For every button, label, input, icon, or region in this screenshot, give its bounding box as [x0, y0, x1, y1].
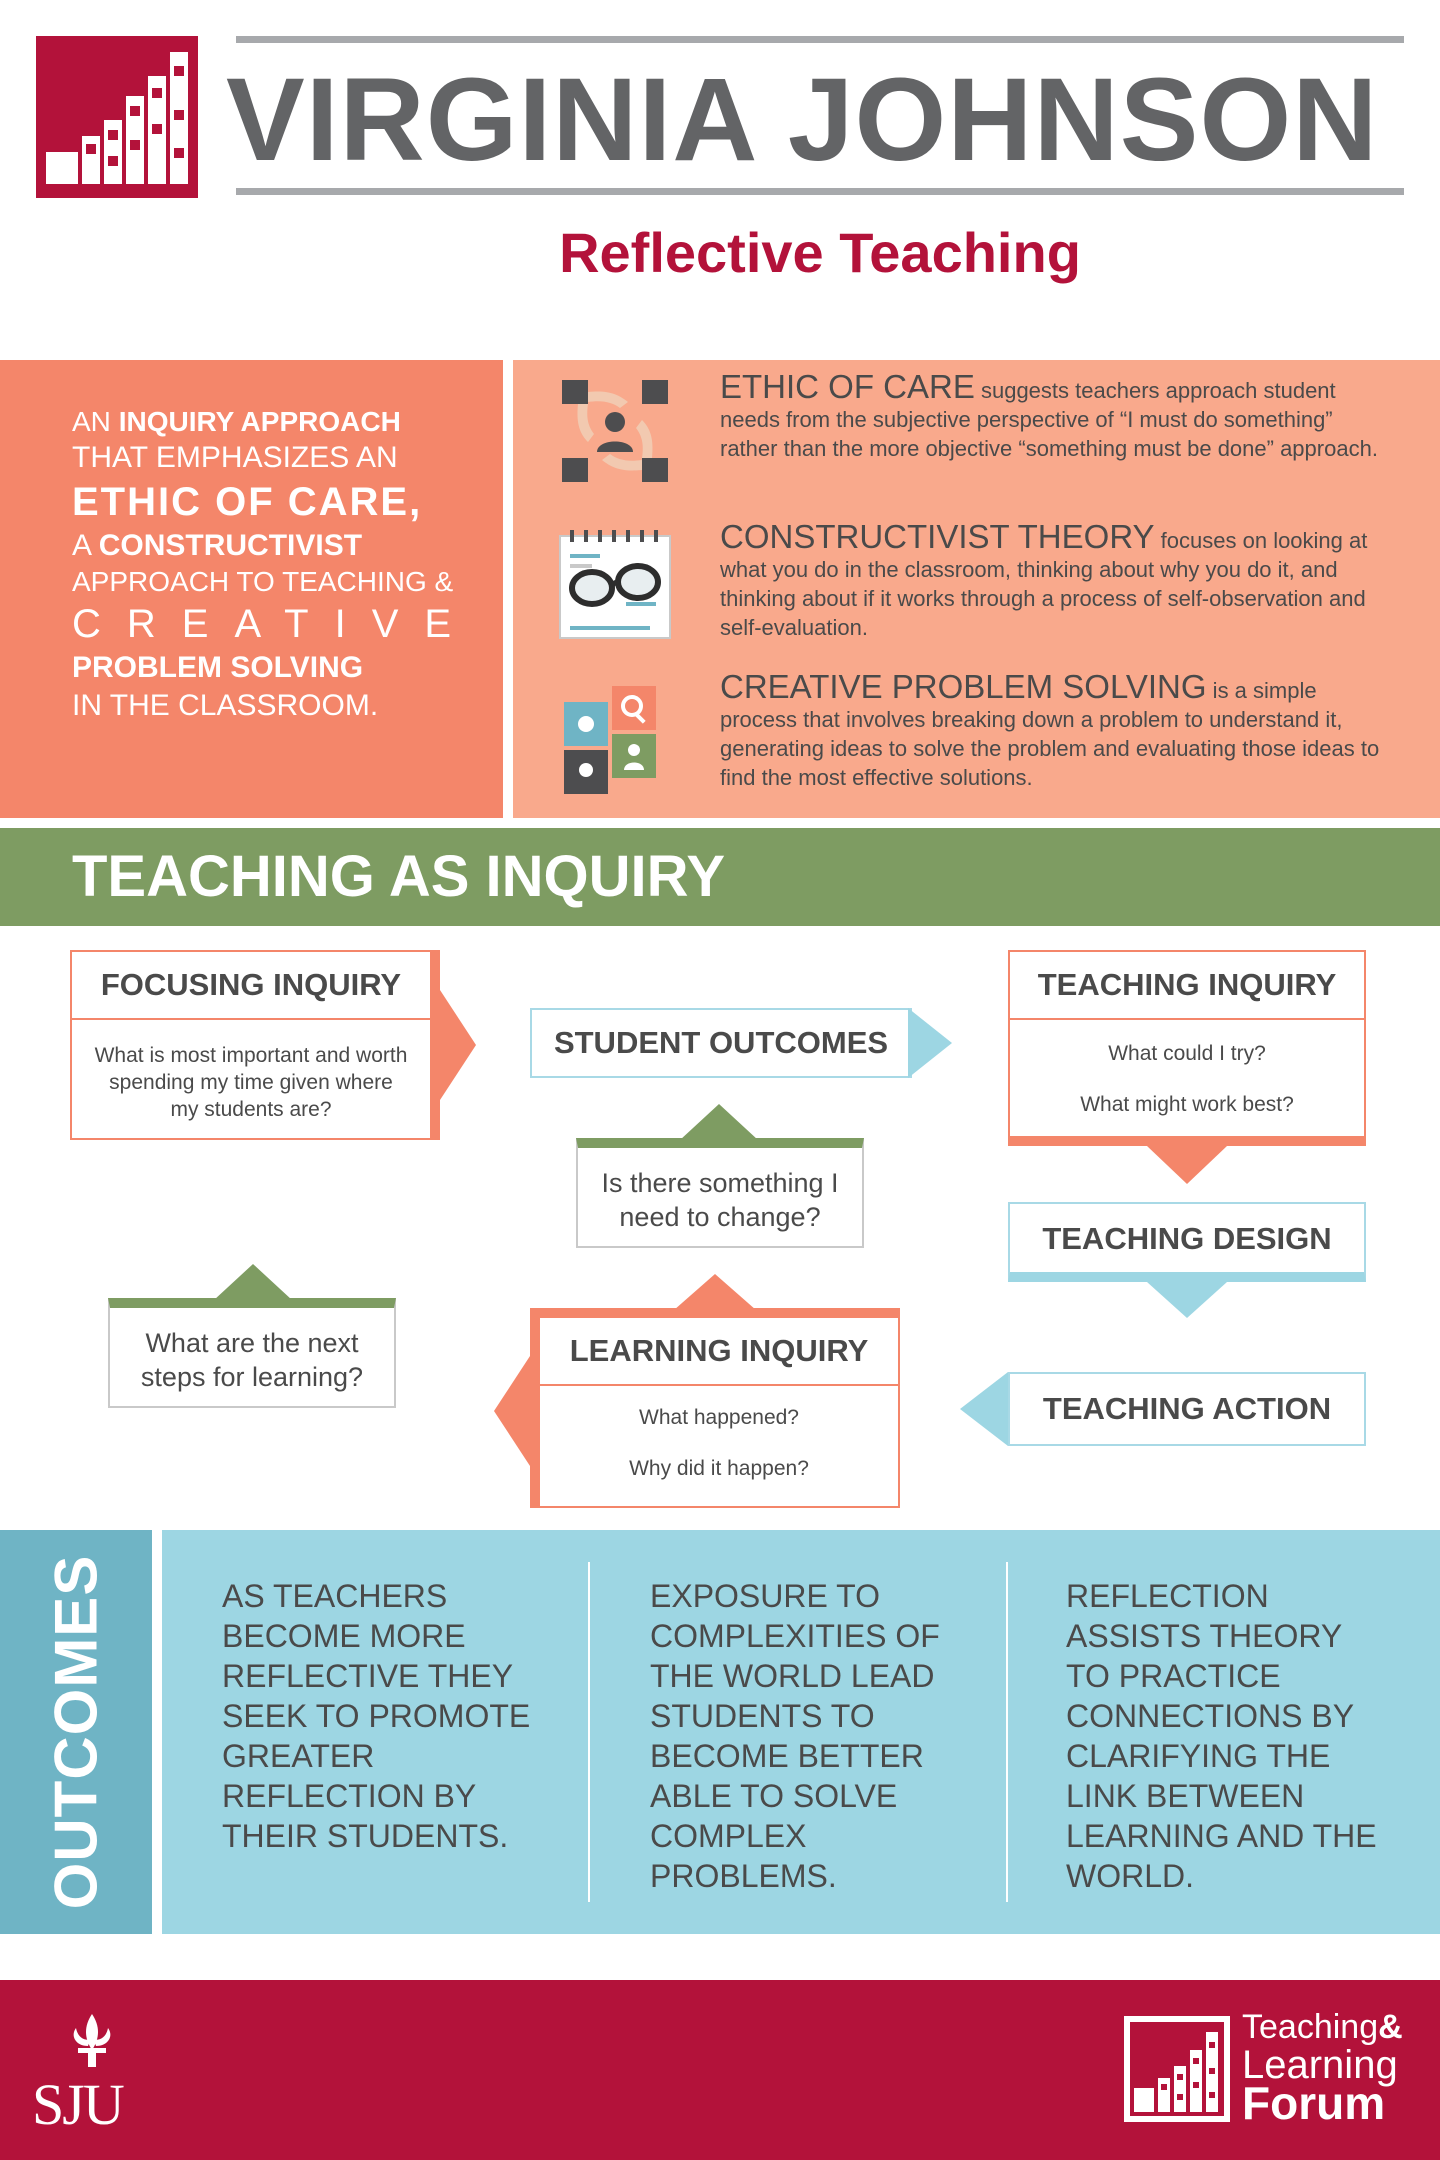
puzzle-icon	[556, 680, 674, 798]
tlf-logo-mark	[36, 36, 198, 198]
focusing-inquiry-card	[70, 950, 440, 1140]
outcome-divider	[588, 1562, 590, 1902]
teaching-action-box: TEACHING ACTION	[1008, 1372, 1366, 1446]
arrow-left-icon	[494, 1356, 530, 1466]
arrow-right-icon	[908, 1008, 952, 1078]
intro-line: AN INQUIRY APPROACH	[72, 406, 401, 437]
arrow-right-icon	[440, 990, 476, 1100]
change-question-box: Is there something I need to change?	[576, 1138, 864, 1248]
header-top-rule	[236, 36, 1404, 43]
outcome-item: REFLECTION ASSISTS THEORY TO PRACTICE CONNECTIONS BY CLARIFYING THE LINK BETWEEN LEARNING AND THE WORLD.	[1066, 1578, 1377, 1894]
building-blocks-icon	[36, 36, 198, 198]
intro-line: CREATIVE	[72, 602, 478, 646]
intro-line: IN THE CLASSROOM.	[72, 688, 379, 722]
arrow-up-icon	[214, 1264, 292, 1300]
concept-ethic-of-care	[720, 368, 1380, 463]
intro-line: ETHIC OF CARE,	[72, 479, 423, 524]
intro-statement	[72, 404, 478, 724]
arrow-left-icon	[960, 1372, 1008, 1446]
learning-inquiry-card	[530, 1308, 900, 1508]
concept-constructivist-theory	[720, 518, 1380, 642]
page-subtitle: Reflective Teaching	[559, 221, 1081, 284]
intro-line: THAT EMPHASIZES AN	[72, 441, 398, 474]
arrow-down-icon	[1147, 1146, 1227, 1184]
intro-line: A CONSTRUCTIVIST	[72, 528, 363, 562]
concept-title: ETHIC OF CARE	[720, 368, 975, 405]
tlf-wordmark	[1242, 2008, 1403, 2129]
fleur-de-lis-icon	[32, 2010, 152, 2070]
caring-hands-icon	[556, 372, 674, 490]
concept-title: CONSTRUCTIVIST THEORY	[720, 518, 1155, 555]
card-question: What might work best?	[1080, 1093, 1294, 1116]
sju-wordmark: SJU	[32, 2072, 123, 2137]
outcomes-label: OUTCOMES	[42, 1554, 110, 1910]
concept-text: suggests teachers approach student needs from the subjective perspective of “I must do something” rather than the more objective “something must be done” approach.	[720, 378, 1378, 461]
card-question: What happened?	[639, 1406, 799, 1429]
teaching-inquiry-card	[1008, 950, 1366, 1146]
arrow-down-icon	[1147, 1282, 1227, 1318]
concept-creative-problem-solving	[720, 668, 1380, 792]
outcome-item: EXPOSURE TO COMPLEXITIES OF THE WORLD LEAD STUDENTS TO BECOME BETTER ABLE TO SOLVE COMPLEX PROBLEMS.	[650, 1578, 940, 1894]
sju-logo	[32, 2010, 152, 2137]
card-question: What could I try?	[1108, 1042, 1266, 1065]
concept-text: focuses on looking at what you do in the classroom, thinking about why you do it, and thinking about if it works through a process of self-observation and self-evaluation.	[720, 528, 1368, 640]
outcome-item: AS TEACHERS BECOME MORE REFLECTIVE THEY SEEK TO PROMOTE GREATER REFLECTION BY THEIR STUDENTS.	[222, 1578, 531, 1854]
student-outcomes-box: STUDENT OUTCOMES	[530, 1008, 912, 1078]
tlf-line: Forum	[1242, 2077, 1386, 2129]
tlf-line: Learning	[1242, 2043, 1398, 2087]
notepad-glasses-icon	[556, 526, 674, 644]
header-bottom-rule	[236, 188, 1404, 195]
building-blocks-icon	[1130, 2022, 1224, 2116]
concept-text: is a simple process that involves breaking down a problem to understand it, generating ideas to solve the problem and evaluating those ideas to find the most effective solutions.	[720, 678, 1380, 790]
tlf-line: Teaching&	[1242, 2008, 1403, 2046]
concept-title: CREATIVE PROBLEM SOLVING	[720, 668, 1207, 705]
arrow-up-icon	[674, 1274, 756, 1310]
teaching-design-box: TEACHING DESIGN	[1008, 1202, 1366, 1282]
card-heading: FOCUSING INQUIRY	[72, 952, 430, 1020]
outcome-divider	[1006, 1562, 1008, 1902]
card-heading: TEACHING INQUIRY	[1010, 952, 1364, 1020]
next-steps-question-box: What are the next steps for learning?	[108, 1298, 396, 1408]
intro-line: APPROACH TO TEACHING &	[72, 566, 454, 597]
intro-line: PROBLEM SOLVING	[72, 651, 364, 684]
card-question: What is most important and worth spending my time given where my students are?	[94, 1044, 408, 1121]
page-title: VIRGINIA JOHNSON	[226, 54, 1379, 186]
tlf-footer-logo-mark	[1124, 2016, 1230, 2122]
card-question: Why did it happen?	[629, 1457, 809, 1480]
section-title: TEACHING AS INQUIRY	[72, 844, 726, 909]
arrow-up-icon	[680, 1104, 758, 1140]
card-heading: LEARNING INQUIRY	[540, 1318, 898, 1386]
